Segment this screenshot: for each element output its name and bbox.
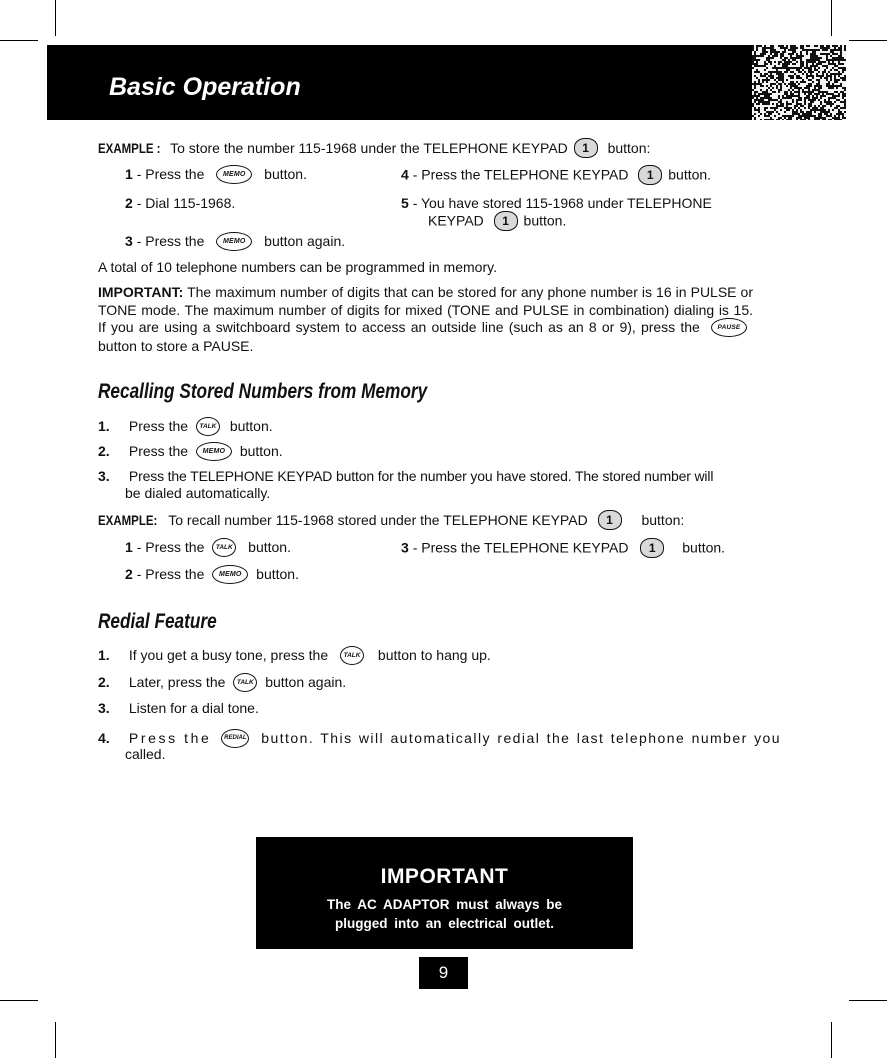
store-example [98, 139, 650, 159]
crop-mark [55, 0, 56, 36]
store-step-2: 2 - Dial 115-1968. [125, 195, 236, 211]
example-end: button: [607, 139, 651, 156]
crop-mark [0, 1000, 38, 1001]
crop-mark [831, 0, 832, 36]
store-step-5: 5 - You have stored 115-1968 under TELEPHONE [401, 195, 712, 211]
recall-section-title: Recalling Stored Numbers from Memory [98, 380, 428, 403]
redial-item-4-cont: called. [125, 746, 166, 762]
crop-mark [831, 1022, 832, 1058]
important-box-text: The AC ADAPTOR must always be plugged into an electrical outlet. [326, 897, 563, 931]
page-number: 9 [419, 957, 468, 989]
store-step-3: 3 - Press the MEMO button again. [125, 233, 346, 250]
recall-item-1: 1. Press the TALK button. [98, 418, 273, 435]
talk-button: TALK [212, 538, 236, 557]
store-step-4: 4 - Press the TELEPHONE KEYPAD 1 button. [401, 166, 711, 186]
pause-button: PAUSE [711, 318, 747, 337]
example-label: EXAMPLE: [98, 511, 158, 528]
page-header [47, 45, 846, 120]
redial-item-1: 1. If you get a busy tone, press the TALK button to hang up. [98, 647, 491, 664]
redial-item-3: 3. Listen for a dial tone. [98, 700, 259, 716]
keypad-1-button: 1 [598, 510, 622, 530]
important-note: IMPORTANT: The maximum number of digits that can be stored for any phone number is 16 in PULSE or TONE mode. The maximum number of digits for mixed (TONE and PULSE in combination) dialing is 15. If you are using a switchboard system to access an outside line (such as an 8 or 9), press the PAUSE button to store a PAUSE. [98, 284, 753, 354]
redial-item-2: 2. Later, press the TALK button again. [98, 674, 347, 691]
memo-button: MEMO [196, 442, 232, 461]
keypad-1-button: 1 [574, 138, 598, 158]
keypad-1-button: 1 [494, 211, 518, 231]
recall-step-2: 2 - Press the MEMO button. [125, 566, 299, 583]
recall-item-3: 3. Press the TELEPHONE KEYPAD button for the number you have stored. The stored number will [98, 468, 714, 484]
important-box [256, 837, 633, 949]
store-step-1: 1 - Press the MEMO button. [125, 166, 307, 183]
store-step-5-cont: KEYPAD 1 button. [428, 212, 566, 232]
memo-button: MEMO [216, 232, 252, 251]
recall-example: EXAMPLE: To recall number 115-1968 stored under the TELEPHONE KEYPAD 1 button: [98, 511, 684, 531]
page-title: Basic Operation [109, 73, 301, 101]
example-text: To store the number 115-1968 under the TELEPHONE KEYPAD [170, 139, 568, 156]
talk-button: TALK [340, 646, 364, 665]
example-label: EXAMPLE : [98, 139, 161, 156]
crop-mark [0, 40, 38, 41]
recall-step-1: 1 - Press the TALK button. [125, 539, 291, 556]
recall-step-3: 3 - Press the TELEPHONE KEYPAD 1 button. [401, 539, 725, 559]
crop-mark [849, 1000, 887, 1001]
keypad-1-button: 1 [638, 165, 662, 185]
memory-total-note: A total of 10 telephone numbers can be programmed in memory. [98, 259, 497, 275]
important-box-title: IMPORTANT [380, 865, 509, 888]
halftone-pattern [752, 45, 846, 120]
talk-button: TALK [233, 673, 257, 692]
talk-button: TALK [196, 417, 220, 436]
keypad-1-button: 1 [640, 538, 664, 558]
redial-item-4: 4. Press the REDIAL button. This will automatically redial the last telephone number you [98, 730, 782, 747]
memo-button: MEMO [212, 565, 248, 584]
memo-button: MEMO [216, 165, 252, 184]
redial-section-title: Redial Feature [98, 610, 217, 633]
crop-mark [55, 1022, 56, 1058]
recall-item-3-cont: be dialed automatically. [125, 485, 271, 501]
redial-button: REDIAL [221, 729, 249, 748]
recall-item-2: 2. Press the MEMO button. [98, 443, 283, 460]
crop-mark [849, 40, 887, 41]
